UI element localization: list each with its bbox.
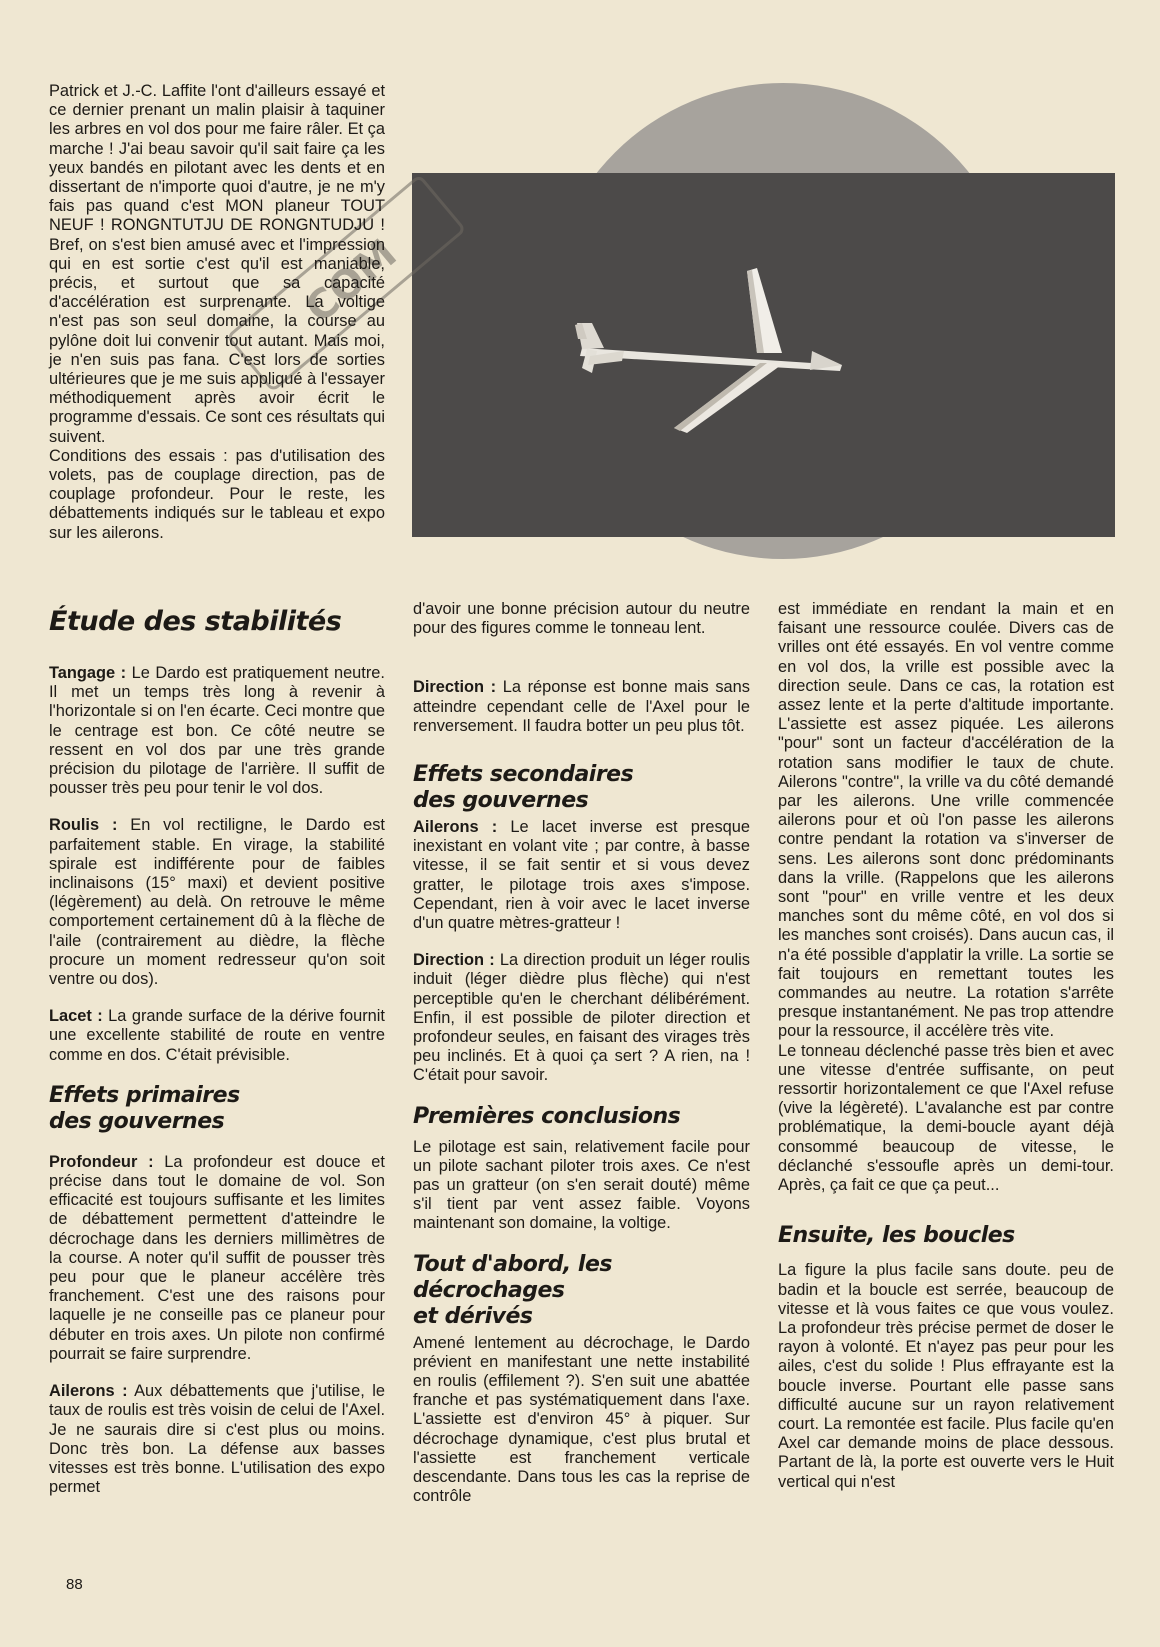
heading-stabilites: Étude des stabilités	[49, 606, 342, 637]
text-lacet: La grande surface de la dérive fournit une excellente stabilité de route en ventre comme en dos. C'était prévisible.	[49, 1007, 385, 1064]
lead-tangage: Tangage :	[49, 664, 127, 682]
column-1	[49, 606, 385, 1515]
lead-direction-secondaire: Direction :	[413, 951, 495, 970]
text-ailerons-primaires: Aux débattements que j'utilise, le taux de roulis est très voisin de celui de l'Axel. Je ne saurais dire si c'est plus ou moins. Donc très bon. La défense aux basses vitesses est très bonne. L'utilisation des expo permet	[49, 1382, 385, 1497]
column-1-top	[49, 82, 385, 561]
lead-lacet: Lacet :	[49, 1007, 103, 1026]
heading-decrochages-line1: Tout d'abord, les décrochages	[413, 1251, 612, 1303]
stamp-text: COM	[296, 230, 406, 333]
paragraph-ailerons-secondaires	[413, 818, 750, 933]
paragraph-decrochages: Amené lentement au décrochage, le Dardo prévient en manifestant une nette instabilité en roulis (effilement ?). S'en suit une abattée franche et pas systématiquement dans l'axe. L'assiette est d'environ 45° à piquer. Sur décrochage dynamique, c'est plus brutal et l'assiette est franchement verticale descendante. Dans tous les cas la reprise de contrôle	[413, 1333, 750, 1506]
column-2	[413, 600, 750, 1525]
conditions-paragraph: Conditions des essais : pas d'utilisation des volets, pas de couplage direction, pas de couplage profondeur. Pour le reste, les débattements indiqués sur le tableau et expo sur les ailerons.	[49, 446, 385, 542]
text-profondeur: La profondeur est douce et précise dans tout le domaine de vol. Son efficacité est toujours suffisante et les limites de débattement permettent d'atteindre le décrochage dans les derniers millimètres de la course. A noter qu'il suffit de pousser très peu pour que le planeur accélère très franchement. C'est une des raisons pour laquelle je ne conseille pas ce planeur pour débuter en trois axes. Un pilote non confirmé pourrait se faire surprendre.	[49, 1152, 385, 1363]
paragraph-conclusions: Le pilotage est sain, relativement facile pour un pilote sachant piloter trois axes. Ce n'est pas un gratteur (on s'en serait douté) même s'il tient par vent assez faible. Voyons maintenant son domaine, la voltige.	[413, 1137, 750, 1233]
heading-effets-primaires	[49, 1083, 385, 1135]
intro-paragraph: Patrick et J.-C. Laffite l'ont d'ailleurs essayé et ce dernier prenant un malin plaisir à taquiner les arbres en vol dos pour me faire râler. Et ça marche ! J'ai beau savoir qu'il sait faire ça les yeux bandés en pilotant avec les dents et en dissertant de n'importe quoi d'autre, je ne m'y fais pas quand c'est MON planeur TOUT NEUF ! RONGNTUTJU DE RONGNTUDJU ! Bref, on s'est bien amusé avec et l'impression qui en est sortie c'est qu'il est maniable, précis, et surtout que sa capacité d'accélération est surprenante. La voltige n'est pas son seul domaine, la course au pylône doit lui convenir tout autant. Mais moi, je n'en suis pas fana. C'est lors de sorties ultérieures que je me suis appliqué à l'essayer méthodiquement après avoir écrit le programme d'essais. Ce sont ces résultats qui suivent.	[49, 82, 385, 446]
heading-premieres-conclusions: Premières conclusions	[413, 1103, 681, 1129]
glider-photo	[412, 173, 1115, 537]
paragraph-tonneau: Le tonneau déclenché passe très bien et avec une vitesse d'entrée suffisante, on peut ressortir horizontalement ce que l'Axel refuse (vive la légèreté). L'avalanche est par contre problématique, la demi-boucle ayant déjà consommé beaucoup de vitesse, le déclanché s'essoufle après un demi-tour. Après, ça fait ce que ça peut...	[778, 1041, 1114, 1195]
paragraph-ailerons-primaires	[49, 1382, 385, 1497]
heading-decrochages	[413, 1252, 750, 1330]
paragraph-direction-secondaire	[413, 951, 750, 1085]
heading-decrochages-line2: et dérivés	[413, 1303, 533, 1329]
lead-ailerons-primaires: Ailerons :	[49, 1382, 128, 1401]
lead-ailerons-secondaires: Ailerons :	[413, 818, 498, 837]
paragraph-lacet	[49, 1007, 385, 1065]
glider-illustration	[412, 173, 1115, 537]
text-roulis: En vol rectiligne, le Dardo est parfaitement stable. En virage, la stabilité spirale est indifférente pour de faibles inclinaisons (15° maxi) et devient positive (légèrement) au delà. On retrouve le même comportement certainement dû à la flèche de l'aile (contrairement au dièdre, la flèche procure un moment redresseur qu'on soit ventre ou dos).	[49, 816, 385, 989]
text-tangage: Le Dardo est pratiquement neutre. Il met un temps très long à revenir à l'horizontale si on l'en écarte. Ceci montre que le centrage est bon. Ce côté neutre se ressent en vol dos par une très grande précision du pilotage de l'arrière. Il suffit de pousser très peu pour tenir le vol dos.	[49, 664, 385, 798]
paragraph-roulis	[49, 816, 385, 989]
text-direction-primaire: La réponse est bonne mais sans atteindre cependant celle de l'Axel pour le renversement. Il faudra botter un peu plus tôt.	[413, 678, 750, 735]
paragraph-boucles: La figure la plus facile sans doute. peu de badin et la boucle est serrée, beaucoup de vitesse et là vous faites ce que vous voulez. La profondeur très précise permet de doser le rayon à volonté. Et n'ayez pas peur pour les ailes, c'est du solide ! Plus effrayante est la boucle inverse. Pourtant elle passe sans difficulté aucune sur un rayon relativement court. La remontée est facile. Plus facile qu'en Axel car demande moins de place dessous. Partant de là, la porte est ouverte vers le Huit vertical qui n'est	[778, 1261, 1114, 1491]
paragraph-vrilles: est immédiate en rendant la main et en faisant une ressource coulée. Divers cas de vrilles ont été essayés. En vol ventre comme en vol dos, la vrille est possible avec la direction seule. Dans ce cas, la rotation est assez lente et la perte d'altitude importante. L'assiette est assez piquée. Les ailerons "pour" sont un facteur d'accélération de la rotation sans modifier le taux de chute. Ailerons "contre", la vrille va du côté demandé par les ailerons. Une vrille commencée ailerons pour et où l'on passe les ailerons contre pendant la rotation va s'inverser de sens. Les ailerons sont donc prédominants dans la vrille. (Rappelons que les ailerons sont "pour" en vrille ventre et les deux manches sont du même côté, en vol dos si les manches sont croisés). Dans aucun cas, il n'a été possible d'applatir la vrille. La sortie se fait toujours en remettant toutes les commandes au neutre. La rotation s'arrête presque instantanément. Ne pas trop attendre pour la ressource, il accélère très vite.	[778, 600, 1114, 1041]
paragraph-tangage	[49, 664, 385, 798]
lead-direction-primaire: Direction :	[413, 678, 497, 697]
column-3	[778, 600, 1114, 1510]
text-direction-secondaire: La direction produit un léger roulis induit (léger dièdre plus flèche) qui n'est perceptible qu'en le cherchant délibérément. Enfin, il est possible de piloter direction et profondeur seules, en faisant des virages très peu inclinés. Et à quoi ça sert ? A rien, na ! C'était pour savoir.	[413, 951, 750, 1085]
heading-effets-secondaires-line1: Effets secondaires	[413, 762, 634, 788]
heading-effets-primaires-line2: des gouvernes	[49, 1108, 225, 1134]
heading-effets-secondaires-line2: des gouvernes	[413, 788, 589, 814]
text-ailerons-secondaires: Le lacet inverse est presque inexistant en volant vite ; par contre, à basse vitesse, il se fait sentir et si vous devez gratter, le pilotage trois axes s'impose. Cependant, rien à voir avec le lacet inverse d'un quatre mètres-gratteur !	[413, 818, 750, 933]
heading-effets-primaires-line1: Effets primaires	[49, 1082, 240, 1108]
paragraph-ailerons-cont: d'avoir une bonne précision autour du neutre pour des figures comme le tonneau lent.	[413, 600, 750, 638]
heading-boucles: Ensuite, les boucles	[778, 1223, 1015, 1249]
paragraph-direction-primaire	[413, 678, 750, 736]
lead-roulis: Roulis :	[49, 816, 118, 835]
heading-effets-secondaires	[413, 762, 750, 814]
lead-profondeur: Profondeur :	[49, 1152, 154, 1171]
page-number: 88	[66, 1576, 83, 1593]
paragraph-profondeur	[49, 1153, 385, 1364]
